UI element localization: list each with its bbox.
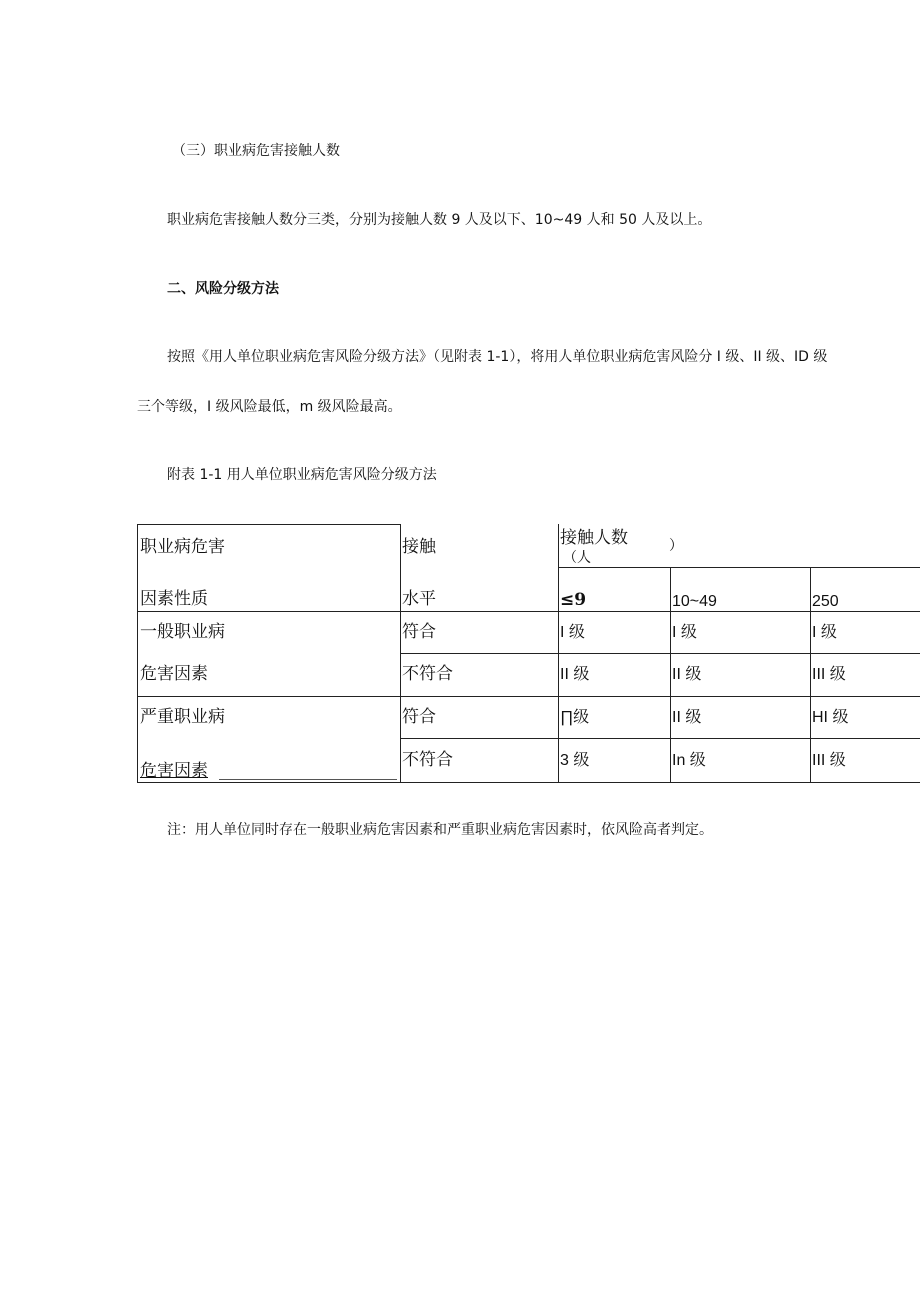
row-general-factor-line1: 一般职业病 — [140, 622, 225, 642]
row2-250: III 级 — [812, 666, 846, 683]
section2-body-line2: 三个等级，I 级风险最低，m 级风险最高。 — [137, 399, 402, 415]
table-header-bottom — [137, 611, 920, 612]
table-border-bottom — [137, 782, 920, 783]
table-col4-border — [670, 567, 671, 783]
header-headcount: 接触人数 — [560, 528, 628, 548]
row-general-factor-line2: 危害因素 — [140, 664, 208, 684]
row3-250: HI 级 — [812, 709, 849, 726]
header-250: 250 — [812, 593, 839, 610]
underline-rule — [219, 779, 397, 780]
row1-250: I 级 — [812, 624, 837, 641]
row4-250: III 级 — [812, 752, 846, 769]
table-group-divider — [137, 696, 920, 697]
table-col5-border — [810, 567, 811, 783]
header-factor-line2: 因素性质 — [140, 589, 208, 609]
row3-level: 符合 — [402, 707, 436, 727]
header-10-49: 10~49 — [672, 593, 717, 610]
table-col3-border — [558, 524, 559, 783]
header-headcount-unit: （人 — [563, 550, 591, 566]
section2-body-line1: 按照《用人单位职业病危害风险分级方法》（见附表 1-1），将用人单位职业病危害风险分 I 级、II 级、ID 级 — [167, 349, 828, 365]
row-serious-factor-line1: 严重职业病 — [140, 707, 225, 727]
row4-level: 不符合 — [402, 750, 453, 770]
header-exposure-line2: 水平 — [402, 589, 436, 609]
row2-10-49: II 级 — [672, 666, 702, 683]
row1-le9: I 级 — [560, 624, 585, 641]
table-row3-divider — [401, 738, 920, 739]
header-factor-line1: 职业病危害 — [140, 537, 225, 557]
header-exposure-line1: 接触 — [402, 537, 436, 557]
table-header-divider — [558, 567, 920, 568]
table-border-top — [137, 524, 401, 525]
row4-10-49: In 级 — [672, 752, 706, 769]
row2-level: 不符合 — [402, 664, 453, 684]
row3-10-49: II 级 — [672, 709, 702, 726]
row3-le9: ∏级 — [560, 709, 590, 726]
header-le9: ≤9 — [560, 590, 587, 610]
section3-heading: （三）职业病危害接触人数 — [172, 143, 340, 159]
section3-body: 职业病危害接触人数分三类，分别为接触人数 9 人及以下、10~49 人和 50 人及以上。 — [167, 212, 712, 228]
table-row1-divider — [401, 653, 920, 654]
row-serious-factor-line2: 危害因素 — [140, 761, 208, 781]
risk-grading-table — [137, 524, 920, 783]
header-headcount-close: ） — [669, 538, 683, 554]
table-note: 注：用人单位同时存在一般职业病危害因素和严重职业病危害因素时，依风险高者判定。 — [167, 822, 713, 838]
section2-heading: 二、风险分级方法 — [167, 281, 279, 297]
table-border-left — [137, 524, 138, 783]
table-col2-border — [400, 524, 401, 783]
table-caption: 附表 1-1 用人单位职业病危害风险分级方法 — [167, 467, 437, 483]
row2-le9: II 级 — [560, 666, 590, 683]
row1-10-49: I 级 — [672, 624, 697, 641]
row4-le9: 3 级 — [560, 752, 590, 769]
row1-level: 符合 — [402, 622, 436, 642]
